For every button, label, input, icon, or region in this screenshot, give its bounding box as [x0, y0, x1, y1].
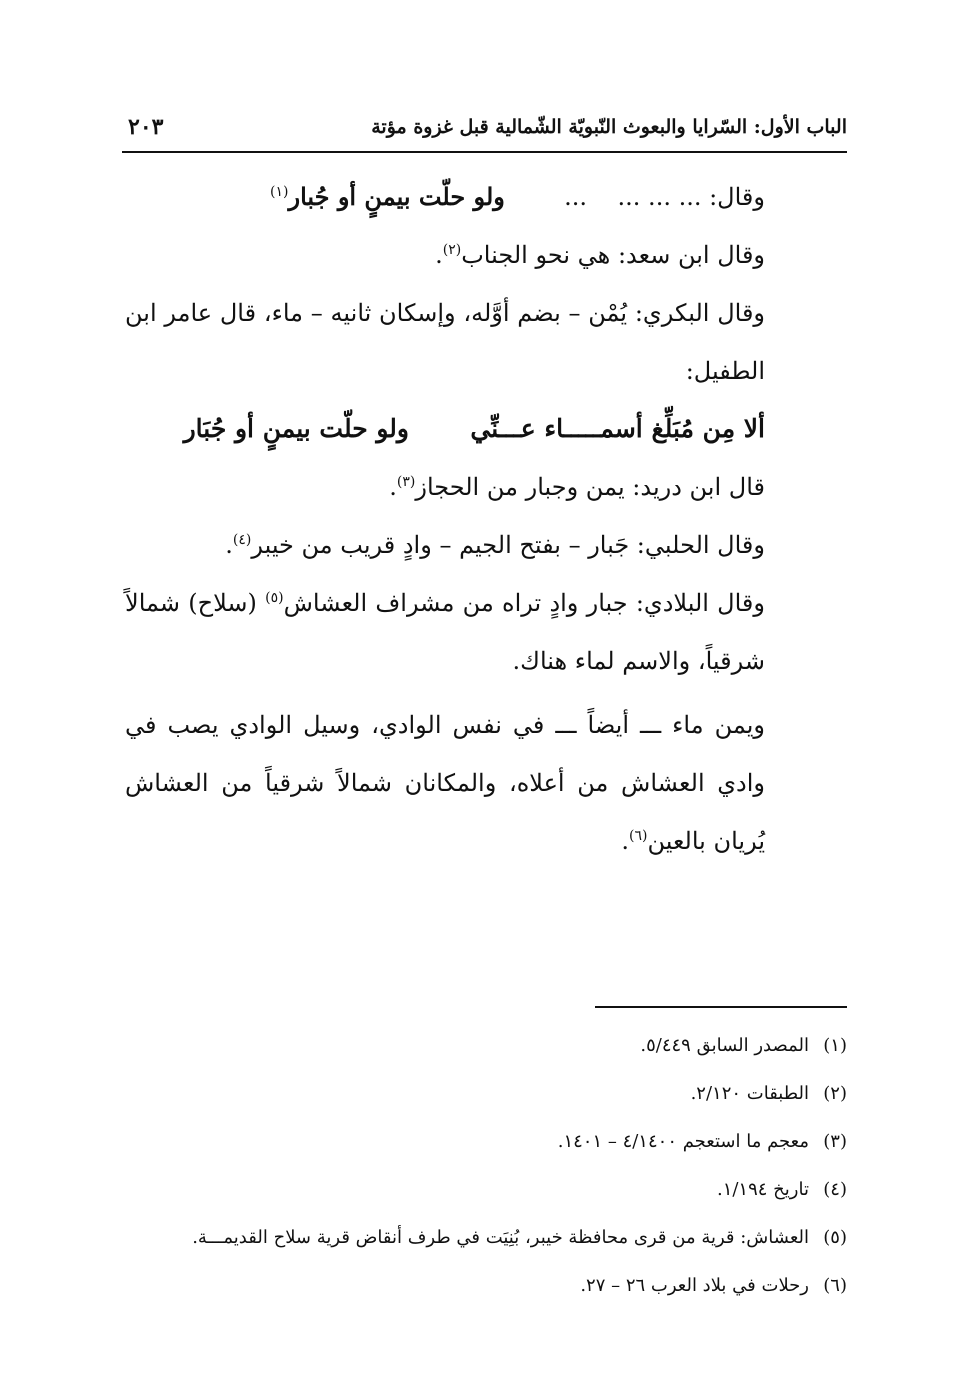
text-line-6 — [125, 516, 845, 574]
line6-text: وقال الحلبي: جَبار – بفتح الجيم – وادٍ قريب من خيبر — [251, 531, 765, 559]
footnote-separator — [595, 1006, 847, 1008]
main-text — [125, 168, 845, 870]
footnote-ref-5[interactable]: (٥) — [265, 590, 284, 606]
line6-period: . — [225, 531, 233, 559]
para8-text: ويمن ماء ـــ أيضاً ـــ في نفس الوادي، وسيل الوادي يصب في وادي العشاش من أعلاه، والمكانان شمالاً شرقياً من العشاش يُريان بالعين — [125, 711, 765, 855]
footnote-6 — [122, 1262, 847, 1310]
footnote-text: العشاش: قرية من قرى محافظة خيبر، بُنِيَت في طرف أنقاض قرية سلاح القديمـــة. — [192, 1227, 809, 1248]
text-line-2 — [125, 226, 845, 284]
footnote-2 — [122, 1070, 847, 1118]
poem-first-hemistich: ألا مِن مُبَلِّغ أسمـــــاء عـــنِّي — [470, 414, 765, 443]
footnote-3 — [122, 1118, 847, 1166]
footnote-number: (٥) — [823, 1227, 847, 1248]
footnote-text: الطبقات ٢/١٢٠. — [690, 1083, 809, 1104]
page-number: ٢٠٣ — [128, 114, 164, 140]
footnote-ref-1[interactable]: (١) — [270, 184, 289, 200]
header-rule — [122, 151, 847, 153]
paragraph-bakri: وقال البكري: يُمْن – بضم أوَّله، وإسكان ثانيه – ماء، قال عامر ابن الطفيل: — [125, 299, 765, 385]
footnote-text: رحلات في بلاد العرب ٢٦ – ٢٧. — [580, 1275, 809, 1296]
footnote-number: (٤) — [823, 1179, 847, 1200]
footnote-number: (٦) — [823, 1275, 847, 1296]
running-header — [122, 112, 847, 152]
text-line-1 — [125, 168, 845, 226]
footnote-number: (٣) — [823, 1131, 847, 1152]
footnote-ref-3[interactable]: (٣) — [396, 474, 416, 490]
footnotes — [122, 1022, 847, 1310]
footnote-ref-2[interactable]: (٢) — [442, 242, 462, 258]
para7-start: وقال البلادي: جبار وادٍ تراه من مشراف العشاش — [283, 589, 765, 617]
line2-text: وقال ابن سعد: هي نحو الجناب — [461, 241, 765, 269]
poem-verse — [125, 400, 845, 458]
chapter-title: الباب الأول: السّرايا والبعوث النّبويّة الشّمالية قبل غزوة مؤتة — [371, 116, 847, 138]
footnote-ref-6[interactable]: (٦) — [628, 828, 648, 844]
line1-prefix: وقال: ... ... ... ... — [564, 183, 765, 211]
footnote-text: المصدر السابق ٥/٤٤٩. — [640, 1035, 809, 1056]
line2-period: . — [435, 241, 443, 269]
footnote-number: (٢) — [823, 1083, 847, 1104]
poem-second-hemistich: ولو حلّت بيمنٍ أو جُبَار — [183, 414, 409, 443]
footnote-number: (١) — [823, 1035, 847, 1056]
paragraph-biladi — [125, 574, 845, 690]
line5-period: . — [389, 473, 397, 501]
footnote-text: معجم ما استعجم ٤/١٤٠٠ – ١٤٠١. — [557, 1131, 809, 1152]
footnote-4 — [122, 1166, 847, 1214]
para7-rest: (سلاح) شمالاً شرقياً، والاسم لماء هناك. — [125, 589, 765, 675]
footnote-1 — [122, 1022, 847, 1070]
footnote-ref-4[interactable]: (٤) — [232, 532, 252, 548]
line5-text: قال ابن دريد: يمن وجبار من الحجاز — [415, 473, 765, 501]
text-line-5 — [125, 458, 845, 516]
paragraph-yumn — [125, 696, 845, 870]
footnote-text: تاريخ ١/١٩٤. — [716, 1179, 809, 1200]
footnote-5 — [122, 1214, 847, 1262]
para8-period: . — [621, 827, 629, 855]
line1-verse: ولو حلّت بيمنٍ أو جُبار — [288, 182, 505, 211]
